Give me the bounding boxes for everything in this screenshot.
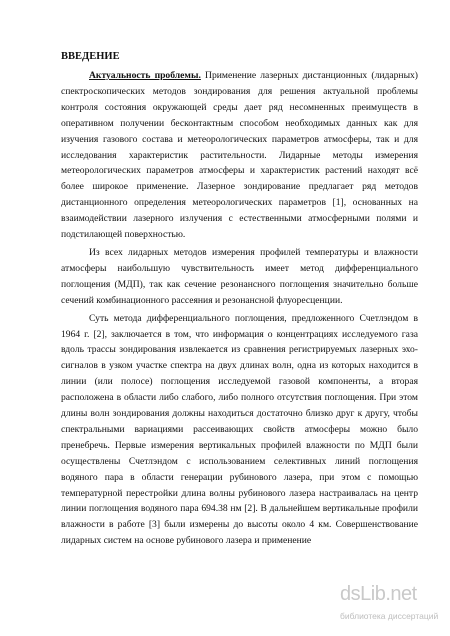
relevance-lead: Актуальность проблемы. [89, 70, 201, 81]
dial-text: Суть метода дифференциального поглощения, предложенного Счетлэндом в 1964 г. [2], заключается в том, что информация о концентрациях исследуемого газа вдоль трассы зондирования извлекается из сравнения регистрируемых лазерных эхо-сигналов в узком участке спектра на двух длинах волн, одна из которых находится в линии (или полосе) поглощения исследуемой газовой компоненты, а вторая расположена в области либо слабого, либо полного отсутствия поглощения. При этом длины волн зондирования должны находиться достаточно близко друг к другу, чтобы спектральными вариациями рассеивающих свойств атмосферы можно было пренебречь. Первые измерения вертикальных профилей влажности по МДП были осуществлены Счетлэндом с использованием селективных линий поглощения водяного пара в области генерации рубинового лазера, при этом с помощью температурной перестройки длина волны рубинового лазера настраивалась на центр линии поглощения водяного пара 694.38 нм [2]. В дальнейшем вертикальные профили влажности в работе [3] были измерены до высоты около 4 км. Совершенствование лидарных систем на основе рубинового лазера и применение [61, 312, 418, 547]
paragraph-methods [61, 245, 418, 309]
document-page [61, 50, 418, 549]
watermark-logo: dsLib.net [340, 583, 417, 605]
relevance-text: Применение лазерных дистанционных (лидарных) спектроскопических методов зондирования для решения актуальной проблемы контроля состояния окружающей среды дает ряд несомненных преимуществ в оперативном получении бесконтактным способом необходимых данных как для изучения газового состава и метеорологических параметров атмосферы, так и для исследования характеристик растительности. Лидарные методы измерения метеорологических параметров атмосферы и характеристик растений находят всё более широкое применение. Лазерное зондирование предлагает ряд методов дистанционного определения метеорологических параметров [1], основанных на взаимодействии лазерного излучения с естественными атмосферными полями и подстилающей поверхностью. [61, 70, 419, 241]
watermark [340, 583, 450, 633]
methods-text: Из всех лидарных методов измерения профилей температуры и влажности атмосферы наибольшую чувствительность имеет метод дифференциального поглощения (МДП), так как сечение резонансного поглощения значительно больше сечений комбинационного рассеяния и резонансной флуоресценции. [61, 246, 418, 306]
paragraph-relevance [61, 68, 418, 243]
page-title: ВВЕДЕНИЕ [61, 51, 120, 62]
paragraph-dial [61, 311, 418, 550]
watermark-subtitle: библиотека диссертаций [340, 611, 439, 621]
